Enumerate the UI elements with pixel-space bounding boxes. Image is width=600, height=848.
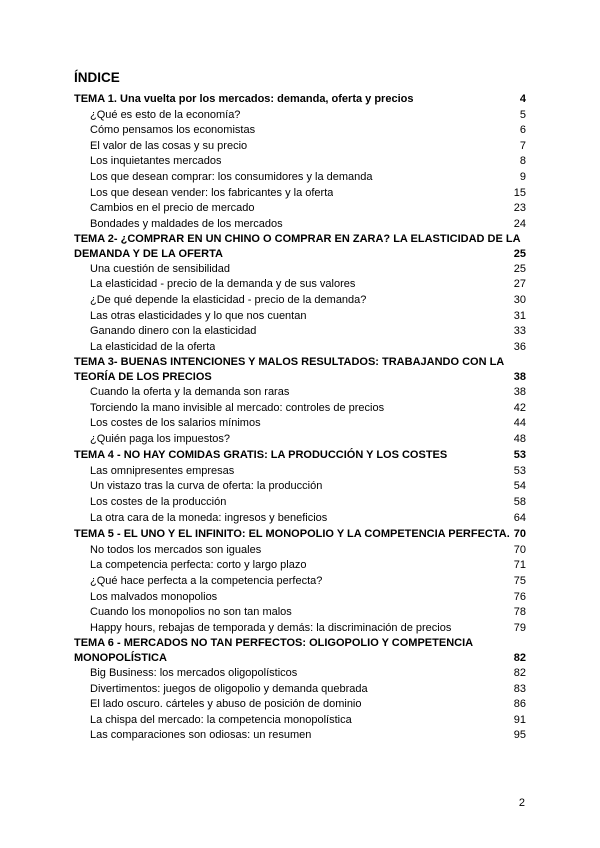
toc-entry-page: 79 [513, 621, 526, 634]
toc-entry-label: ¿Quién paga los impuestos? [90, 432, 231, 445]
toc-entry-label: El valor de las cosas y su precio [90, 139, 248, 152]
toc-entry[interactable] [74, 697, 526, 713]
toc-entry-label: Divertimentos: juegos de oligopolio y demanda quebrada [90, 682, 368, 695]
toc-entry-label: Torciendo la mano invisible al mercado: controles de precios [90, 401, 385, 414]
toc-entry[interactable] [74, 309, 526, 325]
toc-section-heading[interactable] [74, 356, 526, 385]
toc-entry-label: Cuando los monopolios no son tan malos [90, 606, 292, 619]
toc-entry-page: 58 [513, 496, 526, 509]
toc-entry[interactable] [74, 666, 526, 682]
toc-entry-label: Un vistazo tras la curva de oferta: la producción [90, 480, 323, 493]
toc-entry-label: ¿Qué es esto de la economía? [90, 108, 241, 121]
toc-entry[interactable] [74, 340, 526, 356]
toc-entry-page: 42 [513, 401, 526, 414]
toc-entry-label: Big Business: los mercados oligopolísticos [90, 666, 298, 679]
toc-entry-label: Los costes de la producción [90, 496, 227, 509]
toc-entry-page: 6 [519, 124, 526, 137]
toc-entry-page: 27 [513, 278, 526, 291]
toc-entry-page: 54 [513, 480, 526, 493]
toc-heading-line2: DEMANDA Y DE LA OFERTA [74, 248, 223, 261]
toc-entry[interactable] [74, 108, 526, 124]
toc-entry-page: 8 [519, 155, 526, 168]
toc-entry-page: 82 [513, 666, 526, 679]
toc-entry[interactable] [74, 511, 526, 527]
toc-entry-page: 44 [513, 417, 526, 430]
toc-entry-label: La otra cara de la moneda: ingresos y beneficios [90, 511, 328, 524]
toc-entry-label: La elasticidad de la oferta [90, 340, 216, 353]
toc-heading-page: 82 [513, 652, 526, 665]
toc-entry[interactable] [74, 605, 526, 621]
toc-entry[interactable] [74, 682, 526, 698]
toc-section-heading[interactable] [74, 448, 526, 464]
toc-entry-page: 24 [513, 217, 526, 230]
toc-entry-page: 64 [513, 511, 526, 524]
toc-entry[interactable] [74, 590, 526, 606]
toc-heading-label: TEMA 5 - EL UNO Y EL INFINITO: EL MONOPOLIO Y LA COMPETENCIA PERFECTA. [74, 528, 510, 541]
toc-entry-label: Las omnipresentes empresas [90, 464, 235, 477]
toc-entry[interactable] [74, 201, 526, 217]
toc-heading-line2: MONOPOLÍSTICA [74, 652, 167, 665]
toc-section-heading[interactable] [74, 92, 526, 108]
toc-heading-line1: TEMA 2- ¿COMPRAR EN UN CHINO O COMPRAR EN ZARA? LA ELASTICIDAD DE LA [74, 233, 521, 246]
toc-heading-line2: TEORÍA DE LOS PRECIOS [74, 371, 212, 384]
toc-entry-label: Los malvados monopolios [90, 590, 218, 603]
toc-entry-page: 53 [513, 464, 526, 477]
toc-heading-label: TEMA 1. Una vuelta por los mercados: demanda, oferta y precios [74, 93, 414, 105]
toc-entry-label: No todos los mercados son iguales [90, 543, 262, 556]
toc-entry[interactable] [74, 293, 526, 309]
toc-entry-page: 25 [513, 262, 526, 275]
toc-heading-page: 53 [513, 449, 526, 462]
toc-entry-page: 15 [513, 186, 526, 199]
toc-entry-label: Cómo pensamos los economistas [90, 124, 256, 137]
toc-entry-label: La elasticidad - precio de la demanda y de sus valores [90, 278, 356, 291]
toc-entry-label: Las comparaciones son odiosas: un resumen [90, 729, 312, 742]
toc-entry-label: Una cuestión de sensibilidad [90, 262, 231, 275]
toc-entry[interactable] [74, 713, 526, 729]
toc-entry-page: 9 [519, 170, 526, 183]
toc-entry-page: 5 [519, 108, 526, 121]
toc-entry-label: Bondades y maldades de los mercados [90, 217, 283, 230]
toc-entry[interactable] [74, 139, 526, 155]
toc-entry-page: 78 [513, 606, 526, 619]
toc-entry-page: 71 [513, 559, 526, 572]
toc-entry-page: 91 [513, 713, 526, 726]
toc-entry-label: La chispa del mercado: la competencia monopolística [90, 713, 352, 726]
toc-entry[interactable] [74, 186, 526, 202]
toc-section-heading[interactable] [74, 527, 526, 543]
toc-entry[interactable] [74, 154, 526, 170]
toc-entry[interactable] [74, 728, 526, 744]
table-of-contents [74, 91, 526, 744]
toc-entry-page: 33 [513, 325, 526, 338]
toc-entry-label: Los que desean vender: los fabricantes y la oferta [90, 186, 334, 199]
toc-entry-label: ¿Qué hace perfecta a la competencia perfecta? [90, 575, 323, 588]
toc-entry-label: Las otras elasticidades y lo que nos cuentan [90, 309, 307, 322]
toc-entry-page: 76 [513, 590, 526, 603]
toc-entry[interactable] [74, 385, 526, 401]
toc-entry-label: Los inquietantes mercados [90, 155, 222, 168]
toc-entry[interactable] [74, 324, 526, 340]
toc-heading-page: 38 [513, 371, 526, 384]
toc-entry-page: 75 [513, 575, 526, 588]
toc-entry-label: La competencia perfecta: corto y largo plazo [90, 559, 307, 572]
toc-entry-label: Happy hours, rebajas de temporada y demás: la discriminación de precios [90, 621, 452, 634]
toc-entry[interactable] [74, 401, 526, 417]
toc-entry-label: El lado oscuro. cárteles y abuso de posición de dominio [90, 698, 362, 711]
toc-section-heading[interactable] [74, 233, 526, 262]
page-number: 2 [518, 797, 525, 809]
toc-entry[interactable] [74, 123, 526, 139]
toc-entry-page: 31 [513, 309, 526, 322]
toc-entry-page: 38 [513, 385, 526, 398]
toc-entry[interactable] [74, 170, 526, 186]
toc-entry[interactable] [74, 277, 526, 293]
toc-section-heading[interactable] [74, 637, 526, 666]
toc-entry-page: 23 [513, 202, 526, 215]
toc-entry-page: 7 [519, 139, 526, 152]
toc-entry[interactable] [74, 432, 526, 448]
toc-entry[interactable] [74, 262, 526, 278]
page-title: ÍNDICE [74, 70, 120, 85]
toc-entry-label: Cuando la oferta y la demanda son raras [90, 385, 290, 398]
toc-heading-label: TEMA 4 - NO HAY COMIDAS GRATIS: LA PRODUCCIÓN Y LOS COSTES [74, 449, 448, 462]
toc-entry[interactable] [74, 479, 526, 495]
toc-entry[interactable] [74, 217, 526, 233]
toc-heading-line1: TEMA 6 - MERCADOS NO TAN PERFECTOS: OLIGOPOLIO Y COMPETENCIA [74, 637, 474, 650]
toc-entry-page: 30 [513, 294, 526, 307]
toc-entry-page: 70 [513, 543, 526, 556]
toc-entry-label: Ganando dinero con la elasticidad [90, 325, 257, 338]
toc-entry[interactable] [74, 416, 526, 432]
toc-entry[interactable] [74, 574, 526, 590]
toc-entry-label: Los costes de los salarios mínimos [90, 417, 261, 430]
toc-heading-line1: TEMA 3- BUENAS INTENCIONES Y MALOS RESULTADOS: TRABAJANDO CON LA [74, 356, 505, 369]
toc-entry-page: 86 [513, 698, 526, 711]
toc-heading-page: 25 [513, 248, 526, 261]
toc-entry[interactable] [74, 621, 526, 637]
toc-entry[interactable] [74, 464, 526, 480]
toc-entry[interactable] [74, 558, 526, 574]
toc-entry-page: 48 [513, 432, 526, 445]
toc-entry-label: Cambios en el precio de mercado [90, 202, 255, 215]
toc-entry[interactable] [74, 495, 526, 511]
toc-entry-label: Los que desean comprar: los consumidores y la demanda [90, 170, 373, 183]
toc-heading-page: 70 [513, 528, 526, 541]
toc-entry-label: ¿De qué depende la elasticidad - precio de la demanda? [90, 294, 367, 307]
toc-entry-page: 95 [513, 729, 526, 742]
toc-entry[interactable] [74, 543, 526, 559]
toc-entry-page: 83 [513, 682, 526, 695]
toc-heading-page: 4 [519, 93, 526, 105]
toc-entry-page: 36 [513, 340, 526, 353]
